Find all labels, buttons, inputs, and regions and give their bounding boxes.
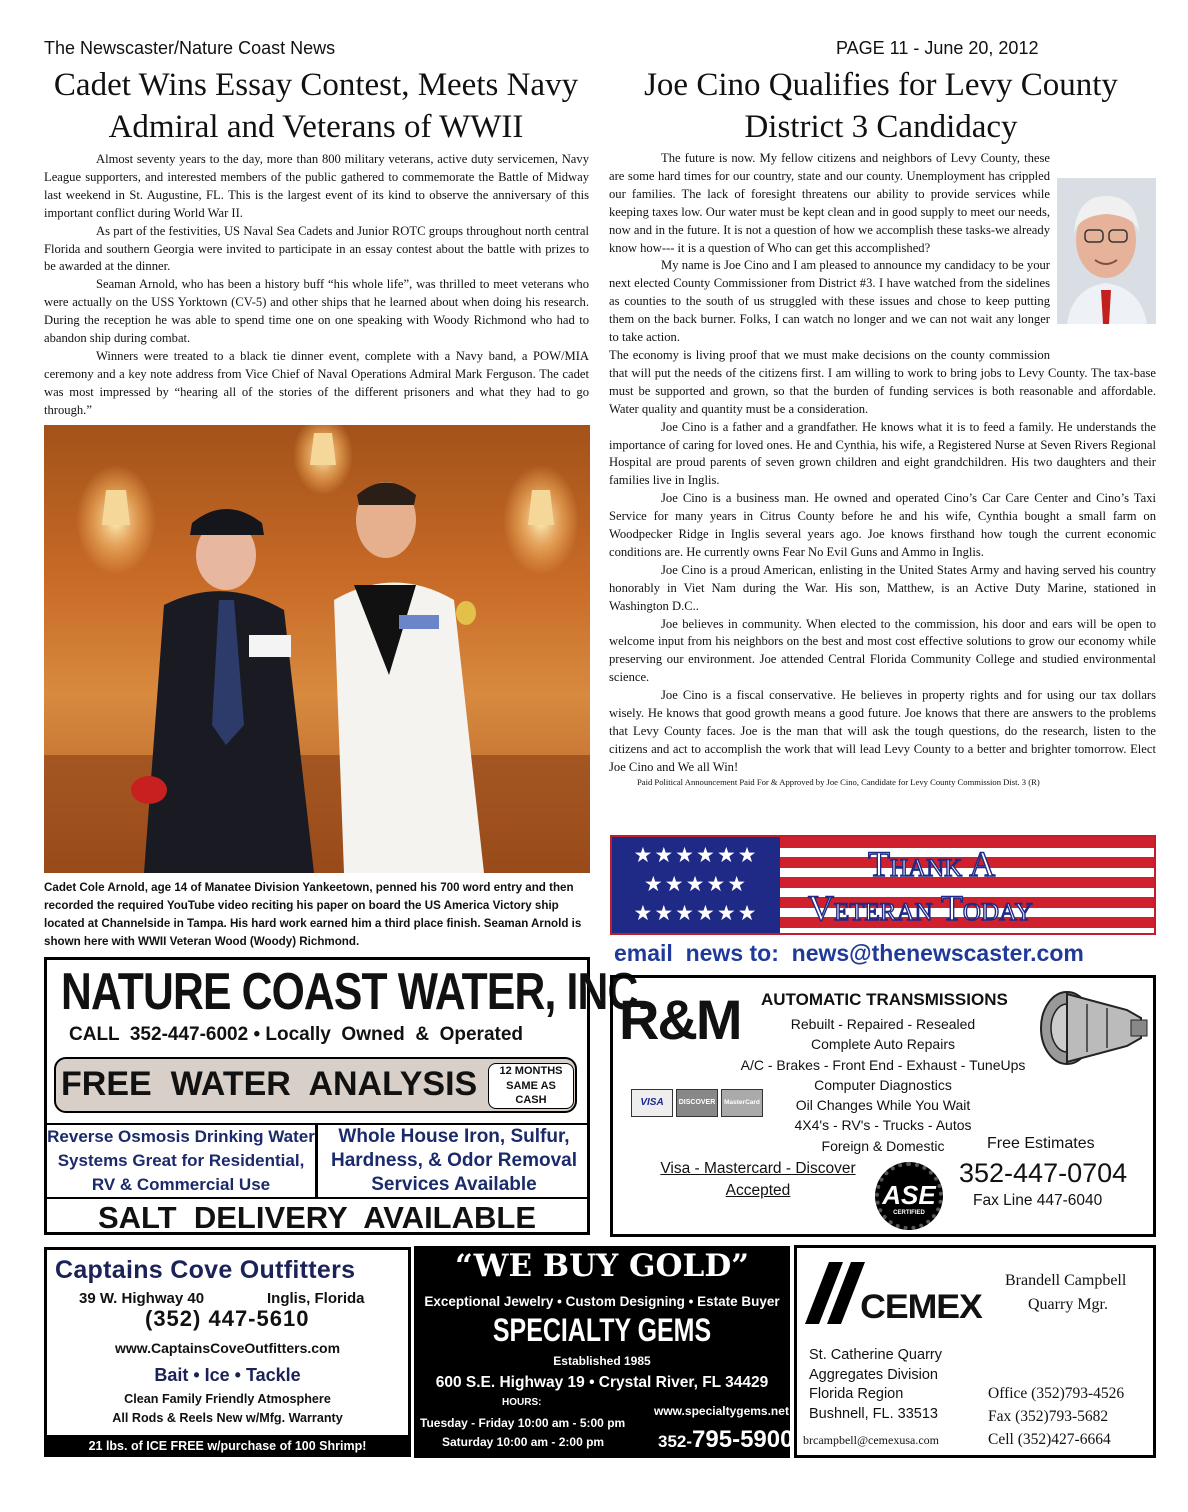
page-info: PAGE 11 - June 20, 2012: [836, 38, 1039, 58]
photo-float: [1050, 172, 1156, 350]
ase-text: ASE: [882, 1180, 936, 1210]
rm-ad: [610, 975, 1156, 1237]
right-paragraph: Joe Cino is a fiscal conservative. He believes in property rights and for using our tax dollars wisely. He knows that good growth means a good future. Joe knows that there are answers to the problems that Levy County faces. Joe is the man that will ask the tough questions, do the research, listen to the citizens and act to accomplish the work that will lead Levy County to a better and brighter tomorrow. Elect Joe Cino and We all Win!: [609, 688, 1156, 774]
captains-city: Inglis, Florida: [267, 1290, 365, 1307]
captains-name: Captains Cove Outfitters: [55, 1256, 356, 1284]
captains-footer: 21 lbs. of ICE FREE w/purchase of 100 Shrimp!: [44, 1435, 411, 1457]
captains-web: www.CaptainsCoveOutfitters.com: [114, 1340, 341, 1356]
right-article-body: [609, 150, 1156, 788]
rm-free-estimates: Free Estimates: [987, 1135, 1095, 1152]
captains-address: 39 W. Highway 40: [79, 1290, 205, 1307]
cadet-veteran-photo: [44, 425, 590, 873]
ase-sub-text: CERTIFIED: [893, 1210, 925, 1216]
gold-established: Established 1985: [553, 1354, 651, 1368]
paper-name: The Newscaster/Nature Coast News: [44, 38, 336, 58]
gold-hours-saturday: Saturday 10:00 am - 2:00 pm: [442, 1435, 605, 1449]
right-paragraph: Joe Cino is a business man. He owned and operated Cino’s Car Care Center and Cino’s Taxi Service for many years in Citrus County before he and his wife, Cynthia bought a small farm on Woodpecker Ridge in Inglis several years ago. Joe knows firsthand how tough the current economic conditions are. He currently owns Fear No Evil Guns and Ammo in Inglis.: [609, 491, 1156, 559]
right-paragraph: Joe Cino is a father and a grandfather. He knows what it is to feed a family. He understands the importance of caring for loved ones. He and Cynthia, his wife, a Registered Nurse at Seven Rivers Regional Hospital are proud parents of seven grown children and eight grandchildren. His two daughters and their families live in Inglis.: [609, 419, 1156, 488]
water-ad-call: CALL 352-447-6002 • Locally Owned & Operated: [69, 1024, 524, 1045]
flag-star-field: ★★★★★★ ★★★★★ ★★★★★★: [612, 837, 780, 933]
captains-line2: All Rods & Reels New w/Mfg. Warranty: [112, 1411, 343, 1425]
terms-line: CASH: [515, 1094, 547, 1106]
cemex-cell: Cell (352)427-6664: [988, 1431, 1111, 1448]
right-paragraph: My name is Joe Cino and I am pleased to announce my candidacy to be your next elected County Commissioner from District #3. I have watched from the sidelines as counties to the south of us struggled with these issues and chose to keep putting them on the back burner. Folks, I can watch no longer and we can not wait any longer to take action.: [609, 258, 1050, 345]
flag-banner-line1: Thank A: [868, 844, 996, 884]
left-article-body: [44, 151, 589, 420]
ro-line: Systems Great for Residential,: [57, 1151, 305, 1170]
cemex-address-line: Florida Region: [809, 1386, 904, 1402]
iron-line: Whole House Iron, Sulfur,: [338, 1126, 570, 1147]
cards-line: Visa - Mastercard - Discover: [660, 1160, 856, 1177]
cemex-contact-name: Brandell Campbell: [1005, 1272, 1127, 1289]
ase-certified-icon: [875, 1162, 943, 1230]
terms-line: 12 MONTHS: [499, 1065, 563, 1077]
ro-line: RV & Commercial Use: [91, 1175, 271, 1194]
flag-banner-line2: Veteran Today: [808, 888, 1033, 928]
left-paragraph: Almost seventy years to the day, more than 800 military veterans, active duty servicemen, Navy League supporters, and interested members of the public gathered to commemorate the Battle of Midway last weekend in St. Augustine, FL. This is the largest event of its kind to observe the anniversary of this important conflict during World War II.: [44, 152, 589, 220]
gold-web: www.specialtygems.net: [654, 1404, 789, 1418]
terms-box: [488, 1063, 574, 1109]
flag-banner: [610, 835, 1156, 935]
captains-phone: (352) 447-5610: [145, 1306, 310, 1331]
cemex-email: brcampbell@cemexusa.com: [803, 1433, 939, 1447]
rm-service: 4X4's - RV's - Trucks - Autos: [794, 1117, 972, 1134]
left-paragraph: Winners were treated to a black tie dinner event, complete with a Navy band, a POW/MIA ceremony and a key note address from Vice Chief of Naval Operations Admiral Mark Ferguson. The cadet was most impressed by “hearing all of the stories of the different prisoners and what they had to go through.”: [44, 348, 589, 417]
rm-phone: 352-447-0704: [959, 1158, 1128, 1188]
mastercard-card-icon: MasterCard: [721, 1089, 763, 1117]
right-paragraph: Joe Cino is a proud American, enlisting in the United States Army and having served his country honorably in Viet Nam during the War. His son, Matthew, is an Active Duty Marine, stationed in Washington D.C..: [609, 562, 1156, 613]
water-ad: [44, 957, 649, 1235]
photo-caption: Cadet Cole Arnold, age 14 of Manatee Division Yankeetown, penned his 700 word entry and then recorded the required YouTube video reciting his paper on board the US America Victory ship located at Channelside in Tampa. His hard work earned him a third place finish. Seaman Arnold is shown here with WWII Veteran Wood (Woody) Richmond.: [44, 881, 582, 948]
right-paragraph: The economy is living proof that we must make decisions on the county commission that will put the needs of the citizens first. I am willing to work to bring jobs to Levy County. The tax-base must be supported and grown, so that the burden of funding services is both reasonable and affordable. Water quality and quantity must be a consideration.: [609, 347, 1156, 416]
rm-service: Oil Changes While You Wait: [795, 1097, 971, 1114]
visa-card-icon: VISA: [631, 1089, 673, 1117]
right-headline: Joe Cino Qualifies for Levy County District 3 Candidacy: [644, 67, 1118, 145]
gold-hours-label: HOURS:: [502, 1397, 542, 1408]
captains-ad: [44, 1247, 411, 1457]
rm-service: Computer Diagnostics: [814, 1076, 952, 1093]
iron-line: Services Available: [371, 1174, 537, 1195]
cemex-fax: Fax (352)793-5682: [988, 1408, 1109, 1425]
ro-service: [47, 1125, 318, 1197]
rm-service: Complete Auto Repairs: [811, 1036, 955, 1053]
cards-line: Accepted: [725, 1182, 791, 1199]
water-ad-name: NATURE COAST WATER, INC.: [61, 963, 649, 1021]
iron-service: [321, 1125, 587, 1197]
free-analysis-label: FREE WATER ANALYSIS: [61, 1065, 478, 1103]
cemex-logo: [805, 1262, 985, 1332]
rm-service: A/C - Brakes - Front End - Exhaust - TuneUps: [740, 1056, 1026, 1073]
cemex-address-line: Bushnell, FL. 33513: [809, 1405, 938, 1422]
gold-hours-weekday: Tuesday - Friday 10:00 am - 5:00 pm: [420, 1416, 626, 1430]
free-analysis-box: [54, 1057, 577, 1113]
cemex-ad: [794, 1245, 1156, 1458]
gold-name: SPECIALTY GEMS: [492, 1312, 712, 1348]
email-line: email news to: news@thenewscaster.com: [614, 940, 1084, 966]
gold-ad: [414, 1246, 794, 1458]
gold-phone: [658, 1426, 793, 1454]
discover-card-icon: DISCOVER: [676, 1089, 718, 1117]
rm-cards-accepted: [643, 1158, 873, 1202]
gold-phone-prefix: 352-: [658, 1432, 693, 1451]
terms-line: SAME AS: [506, 1079, 556, 1092]
left-headline: Cadet Wins Essay Contest, Meets Navy Admiral and Veterans of WWII: [53, 67, 579, 145]
captains-line1: Clean Family Friendly Atmosphere: [124, 1392, 331, 1406]
rm-logo: R&M: [619, 988, 741, 1051]
cemex-address-line: Aggregates Division: [809, 1366, 938, 1383]
left-paragraph: Seaman Arnold, who has been a history buff “his whole life”, was thrilled to meet veterans who were actually on the USS Yorktown (CV-5) and other ships that he learned about when doing his research. During the reception he was able to spend time one on one speaking with Woody Richmond who had to abandon ship during combat.: [44, 277, 589, 346]
gold-sub: Exceptional Jewelry • Custom Designing • Estate Buyer: [424, 1294, 780, 1309]
gold-title: “WE BUY GOLD”: [454, 1248, 750, 1284]
water-services: [47, 1123, 587, 1199]
rm-title: AUTOMATIC TRANSMISSIONS: [761, 990, 1008, 1009]
political-disclaimer: Paid Political Announcement Paid For & Approved by Joe Cino, Candidate for Levy County Commission Dist. 3 (R): [637, 776, 1040, 787]
right-paragraph: Joe believes in community. When elected to the commission, his door and ears will be open to welcome input from his neighbors on the best and most cost effective solutions to grow our economy while preserving our environment. Joe attended Central Florida Community College and studied environmental science.: [609, 616, 1156, 685]
ro-line: Reverse Osmosis Drinking Water: [47, 1127, 315, 1146]
right-paragraph: The future is now. My fellow citizens and neighbors of Levy County, these are some hard times for our country, state and our county. Unemployment has crippled our families. The lack of foresight threatens our ability to provide services while keeping taxes low. Our water must be kept clean and in good supply to meet our needs, now and in the future. It is not a question of how we accomplish these tasks-we already know how--- it is a question of Who can get this accomplished?: [609, 151, 1050, 255]
cemex-contact-title: Quarry Mgr.: [1028, 1296, 1108, 1313]
rm-service: Rebuilt - Repaired - Resealed: [790, 1016, 976, 1032]
iron-line: Hardness, & Odor Removal: [330, 1150, 578, 1171]
cemex-office: Office (352)793-4526: [988, 1385, 1125, 1402]
credit-card-icons: [631, 1089, 765, 1117]
gold-address: 600 S.E. Highway 19 • Crystal River, FL 34429: [435, 1374, 769, 1391]
rm-service: Foreign & Domestic: [821, 1137, 945, 1154]
rm-fax: Fax Line 447-6040: [973, 1192, 1103, 1209]
cemex-address-line: St. Catherine Quarry: [809, 1347, 942, 1363]
left-paragraph: As part of the festivities, US Naval Sea Cadets and Junior ROTC groups throughout north central Florida and southern Georgia were invited to participate in an essay contest about the battle with prizes to be awarded at the dinner.: [44, 223, 589, 274]
cemex-address: [809, 1346, 942, 1424]
gold-phone-main: 795-5900: [692, 1426, 794, 1453]
captains-items: Bait • Ice • Tackle: [154, 1365, 301, 1385]
transmission-icon: [1037, 988, 1149, 1068]
cemex-logo-text: CEMEX: [860, 1288, 982, 1326]
salt-delivery: SALT DELIVERY AVAILABLE: [97, 1200, 537, 1235]
